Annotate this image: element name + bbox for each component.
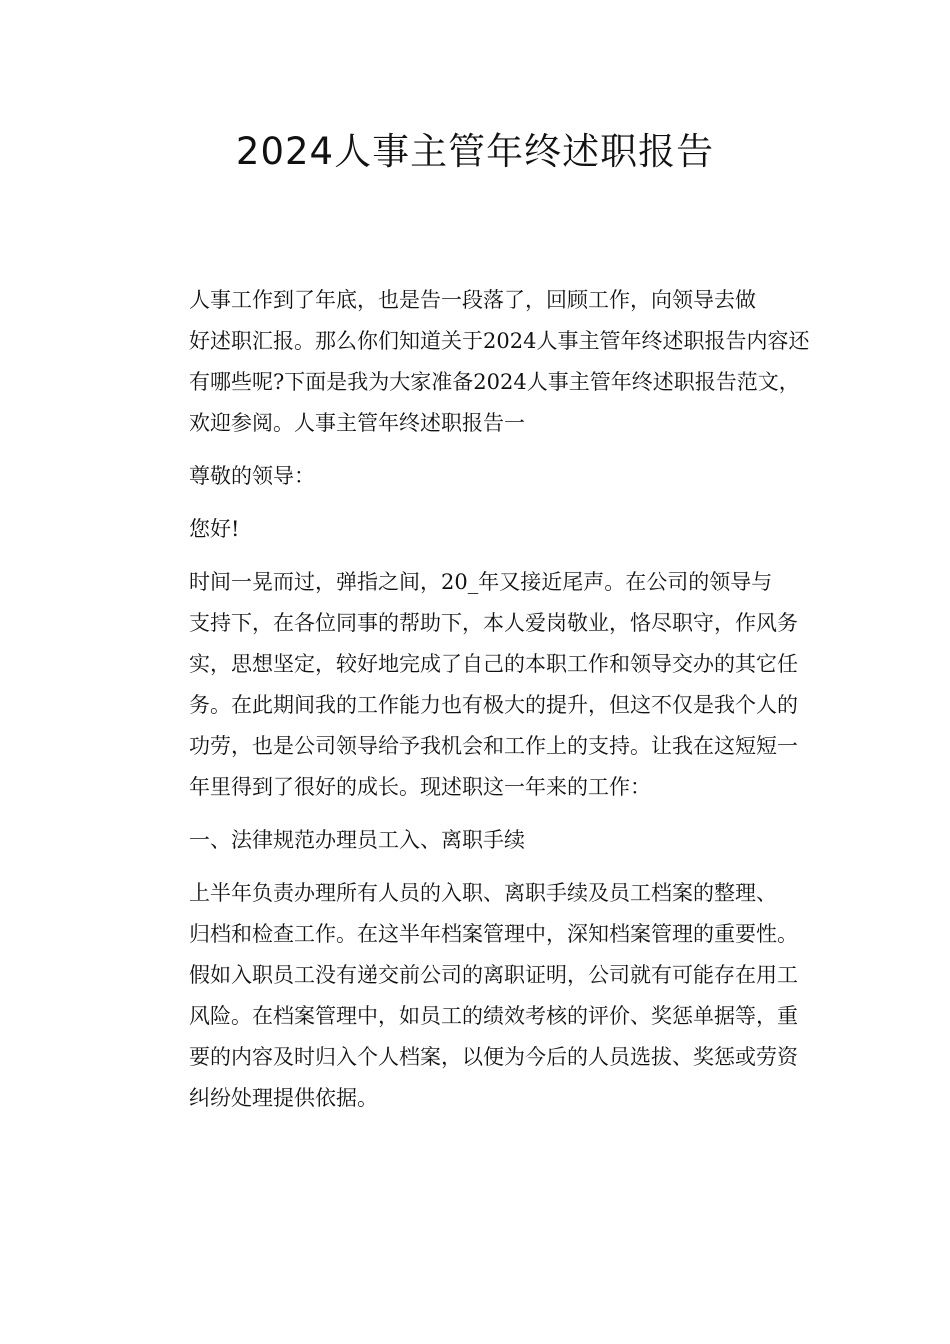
- text-line: 功劳，也是公司领导给予我机会和工作上的支持。让我在这短短一: [189, 734, 798, 758]
- text-line: 人事工作到了年底，也是告一段落了，回顾工作，向领导去做: [189, 288, 756, 312]
- text-line: 支持下，在各位同事的帮助下，本人爱岗敬业，恪尽职守，作风务: [189, 611, 798, 635]
- document-body: [145, 280, 835, 1119]
- summary-paragraph: [145, 562, 835, 808]
- text-line: 年里得到了很好的成长。现述职这一年来的工作：: [189, 775, 651, 799]
- text-line: 有哪些呢?下面是我为大家准备2024人事主管年终述职报告范文，: [189, 370, 800, 394]
- text-line: 实，思想坚定，较好地完成了自己的本职工作和领导交办的其它任: [189, 652, 798, 676]
- text-line: 尊敬的领导：: [189, 464, 315, 488]
- text-line: 风险。在档案管理中，如员工的绩效考核的评价、奖惩单据等，重: [189, 1004, 798, 1028]
- text-line: 上半年负责办理所有人员的入职、离职手续及员工档案的整理、: [189, 881, 777, 905]
- text-line: 务。在此期间我的工作能力也有极大的提升，但这不仅是我个人的: [189, 693, 798, 717]
- greeting-paragraph: [145, 509, 835, 550]
- text-line: 假如入职员工没有递交前公司的离职证明，公司就有可能存在用工: [189, 963, 798, 987]
- text-line: 一、法律规范办理员工入、离职手续: [189, 828, 525, 852]
- text-line: 归档和检查工作。在这半年档案管理中，深知档案管理的重要性。: [189, 922, 798, 946]
- text-line: 要的内容及时归入个人档案，以便为今后的人员选拔、奖惩或劳资: [189, 1045, 798, 1069]
- text-line: 您好!: [189, 517, 240, 541]
- section-heading: [145, 820, 835, 861]
- text-line: 时间一晃而过，弹指之间，20_年又接近尾声。在公司的领导与: [189, 570, 773, 594]
- document-title: 2024人事主管年终述职报告: [235, 130, 715, 173]
- text-line: 欢迎参阅。人事主管年终述职报告一: [189, 411, 525, 435]
- text-line: 好述职汇报。那么你们知道关于2024人事主管年终述职报告内容还: [189, 329, 810, 353]
- text-line: 纠纷处理提供依据。: [189, 1086, 378, 1110]
- section-paragraph: [145, 873, 835, 1119]
- intro-paragraph: [145, 280, 835, 444]
- salutation-paragraph: [145, 456, 835, 497]
